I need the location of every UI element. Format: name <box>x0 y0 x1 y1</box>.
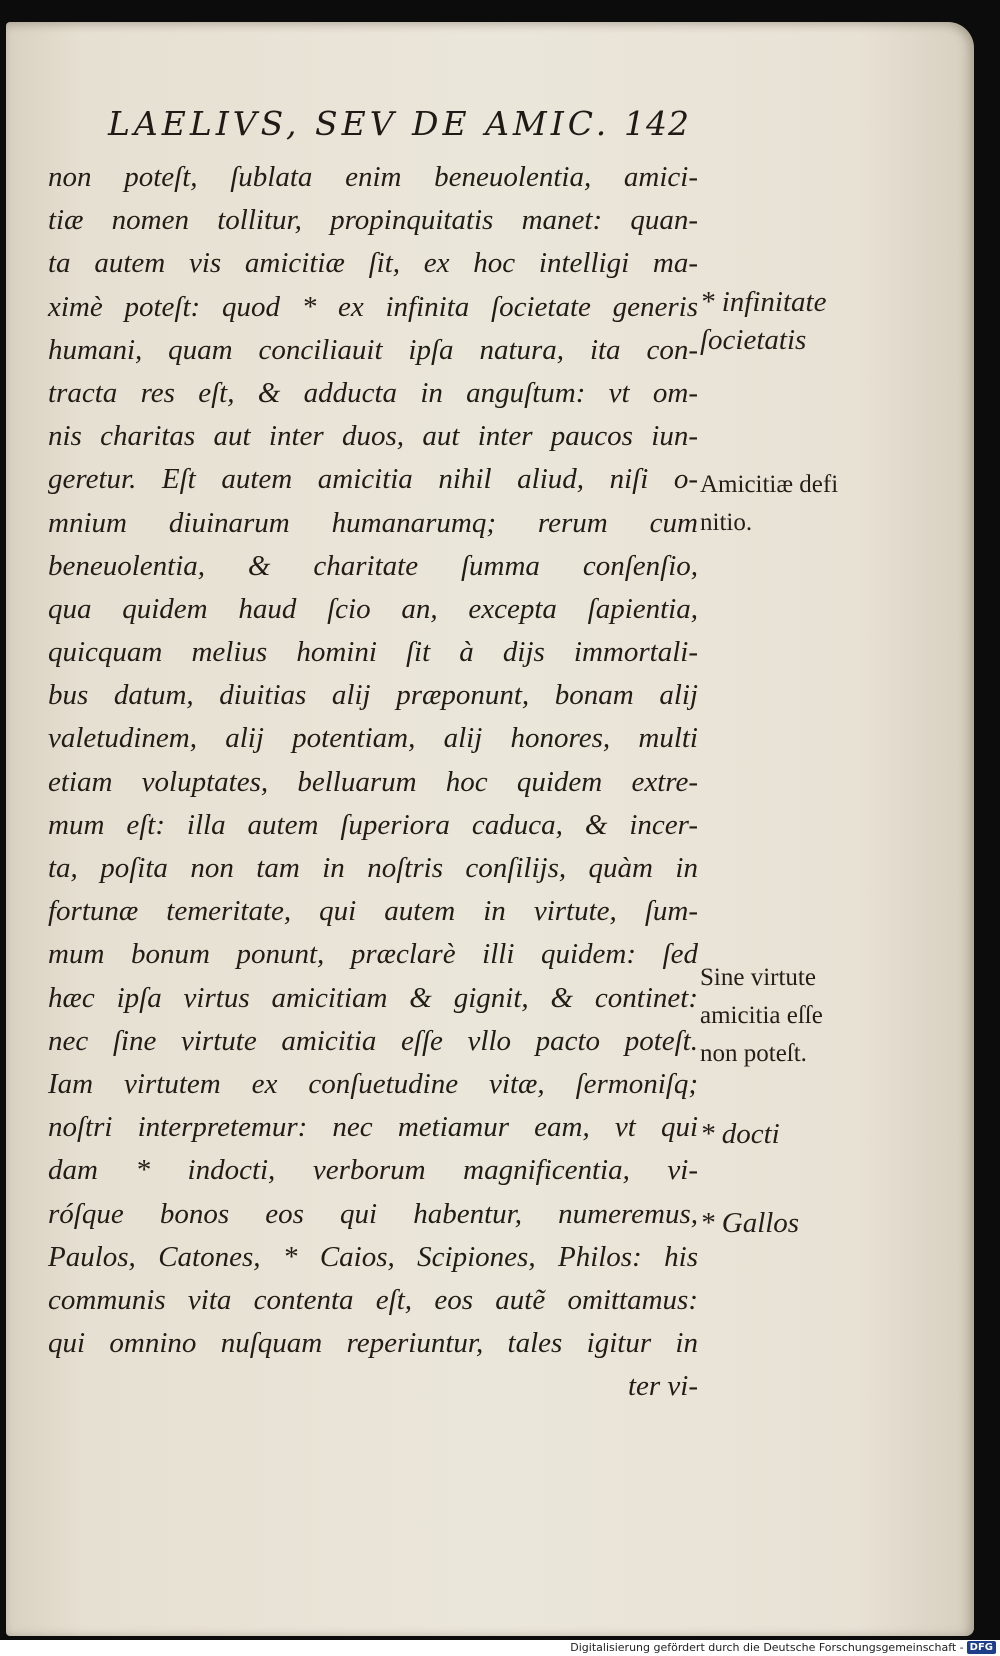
text-line: mum eſt: illa autem ſuperiora caduca, & incer- <box>48 808 698 841</box>
text-line: ta, poſita non tam in noſtris conſilijs, quàm in <box>48 852 698 884</box>
text-line: quicquam melius homini ſit à dijs immortali- <box>48 636 698 669</box>
margin-note-line: non poteſt. <box>700 1040 807 1067</box>
text-line: tracta res eſt, & adducta in anguſtum: vt om- <box>48 376 698 409</box>
catchword: ter vi- <box>627 1370 698 1403</box>
text-line: communis vita contenta eſt, eos autẽ omittamus: <box>48 1283 698 1316</box>
margin-note-line: * Gallos <box>700 1207 800 1239</box>
text-line: hæc ipſa virtus amicitiam & gignit, & continet: <box>48 981 698 1014</box>
margin-note-line: * docti <box>700 1118 780 1150</box>
text-line: ta autem vis amicitiæ ſit, ex hoc intelligi ma- <box>48 247 698 280</box>
text-line: beneuolentia, & charitate ſumma conſenſio, <box>48 549 698 582</box>
text-line: bus datum, diuitias alij præponunt, bonam alij <box>48 679 698 712</box>
running-head <box>108 104 690 143</box>
text-line: mum bonum ponunt, præclarè illi quidem: ſed <box>48 938 698 971</box>
credit-text: Digitalisierung gefördert durch die Deutsche Forschungsgemeinschaft - <box>570 1641 964 1654</box>
margin-note-sine-virtute <box>700 959 870 1073</box>
body-text <box>48 156 698 1408</box>
text-line: Iam virtutem ex conſuetudine vitæ, ſermoniſq; <box>48 1067 698 1100</box>
text-line: ximè poteſt: quod * ex infinita ſocietate generis <box>48 290 698 323</box>
margin-note-line: * infinitate <box>700 286 827 318</box>
page-number: 142 <box>624 104 690 143</box>
text-line: nec ſine virtute amicitia eſſe vllo pacto poteſt. <box>48 1024 698 1057</box>
margin-note-line: nitio. <box>700 509 753 536</box>
margin-note-line: ſocietatis <box>700 324 807 356</box>
text-line: qua quidem haud ſcio an, excepta ſapientia, <box>48 592 698 625</box>
margin-note-gallos <box>700 1204 870 1242</box>
running-head-title: LAELIVS, SEV DE AMIC. <box>108 104 611 143</box>
text-line: geretur. Eſt autem amicitia nihil aliud, niſi o- <box>48 463 698 496</box>
margin-note-docti <box>700 1115 870 1153</box>
text-line: non poteſt, ſublata enim beneuolentia, amici- <box>48 161 698 193</box>
text-line: tiæ nomen tollitur, propinquitatis manet: quan- <box>48 204 698 237</box>
text-line: mnium diuinarum humanarumq; rerum cum <box>48 506 698 539</box>
margin-note-definition <box>700 466 870 542</box>
text-line: noſtri interpretemur: nec metiamur eam, vt qui <box>48 1111 698 1144</box>
text-line: dam * indocti, verborum magnificentia, vi- <box>48 1154 698 1187</box>
text-line: qui omnino nuſquam reperiuntur, tales igitur in <box>48 1327 698 1360</box>
margin-note-line: Sine virtute <box>700 964 816 991</box>
text-line: Paulos, Catones, * Caios, Scipiones, Philos: his <box>48 1240 698 1273</box>
dfg-logo: DFG <box>967 1641 996 1654</box>
text-line: róſque bonos eos qui habentur, numeremus, <box>48 1197 698 1230</box>
margin-note-line: Amicitiæ defi <box>700 471 839 498</box>
text-line: etiam voluptates, belluarum hoc quidem extre- <box>48 765 698 798</box>
text-line: fortunæ temeritate, qui autem in virtute, ſum- <box>48 895 698 928</box>
margin-note-infinitate <box>700 283 870 359</box>
text-line: humani, quam conciliauit ipſa natura, ita con- <box>48 333 698 366</box>
digitization-credit <box>570 1641 996 1654</box>
margin-note-line: amicitia eſſe <box>700 1002 823 1029</box>
text-line: valetudinem, alij potentiam, alij honores, multi <box>48 722 698 755</box>
text-line: nis charitas aut inter duos, aut inter paucos iun- <box>48 420 698 453</box>
